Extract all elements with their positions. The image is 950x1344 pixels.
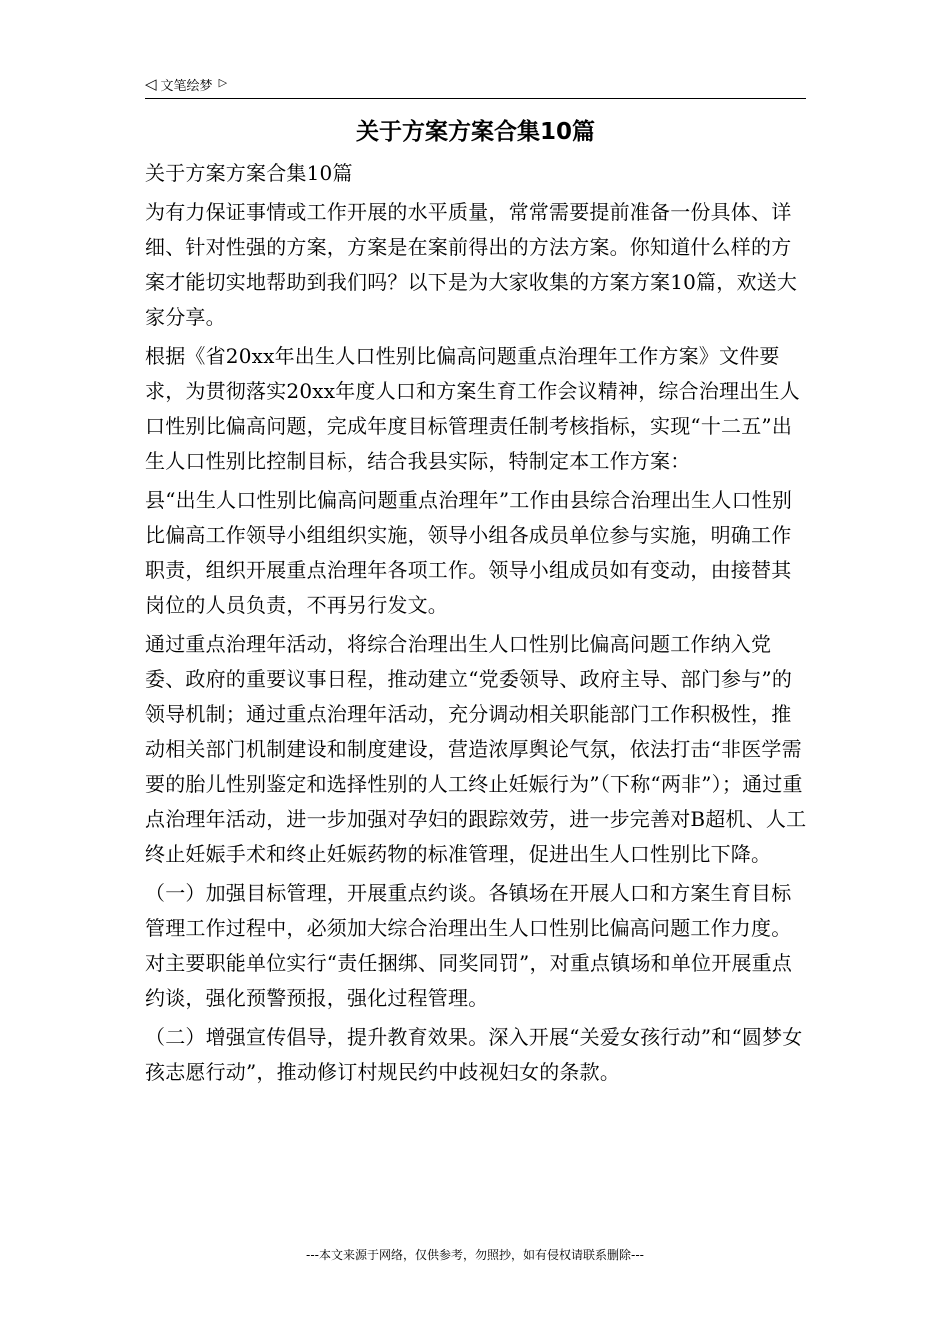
left-triangle-icon: ◁ xyxy=(145,74,157,93)
document-title: 关于方案方案合集10篇 xyxy=(355,119,595,145)
document-body xyxy=(145,156,809,1094)
header-brand: 文笔绘梦 xyxy=(160,78,213,94)
header-divider xyxy=(145,98,806,99)
paragraph-basis: 根据《省20xx年出生人口性别比偏高问题重点治理年工作方案》文件要求，为贯彻落实20xx年度人口和方案生育工作会议精神，综合治理出生人口性别比偏高问题，完成年度目标管理责任制考核指标，实现“十二五”出生人口性别比控制目标，结合我县实际，特制定本工作方案： xyxy=(145,344,800,473)
paragraph-goals: 通过重点治理年活动，将综合治理出生人口性别比偏高问题工作纳入党委、政府的重要议事日程，推动建立“党委领导、政府主导、部门参与”的领导机制；通过重点治理年活动，充分调动相关职能部门工作积极性，推动相关部门机制建设和制度建设，营造浓厚舆论气氛，依法打击“非医学需要的胎儿性别鉴定和选择性别的人工终止妊娠行为”（下称“两非”）；通过重点治理年活动，进一步加强对孕妇的跟踪效劳，进一步完善对B超机、人工终止妊娠手术和终止妊娠药物的标准管理，促进出生人口性别比下降。 xyxy=(145,632,807,866)
paragraph-intro: 为有力保证事情或工作开展的水平质量，常常需要提前准备一份具体、详细、针对性强的方案，方案是在案前得出的方法方案。你知道什么样的方案才能切实地帮助到我们吗？以下是为大家收集的方案方案10篇，欢送大家分享。 xyxy=(145,200,798,329)
paragraph-subtitle: 关于方案方案合集10篇 xyxy=(145,161,353,185)
right-triangle-icon: ▷ xyxy=(218,75,228,89)
paragraph-measure-2: （二）增强宣传倡导，提升教育效果。深入开展“关爱女孩行动”和“圆梦女孩志愿行动”，推动修订村规民约中歧视妇女的条款。 xyxy=(145,1025,803,1084)
page-footer-disclaimer: ---本文来源于网络，仅供参考，勿照抄，如有侵权请联系删除--- xyxy=(306,1248,644,1262)
page-header xyxy=(145,72,227,96)
paragraph-measure-1: （一）加强目标管理，开展重点约谈。各镇场在开展人口和方案生育目标管理工作过程中，必须加大综合治理出生人口性别比偏高问题工作力度。对主要职能单位实行“责任捆绑、同奖同罚”，对重点镇场和单位开展重点约谈，强化预警预报，强化过程管理。 xyxy=(145,881,793,1010)
paragraph-organization: 县“出生人口性别比偏高问题重点治理年”工作由县综合治理出生人口性别比偏高工作领导小组组织实施，领导小组各成员单位参与实施，明确工作职责，组织开展重点治理年各项工作。领导小组成员如有变动，由接替其岗位的人员负责，不再另行发文。 xyxy=(145,488,793,617)
